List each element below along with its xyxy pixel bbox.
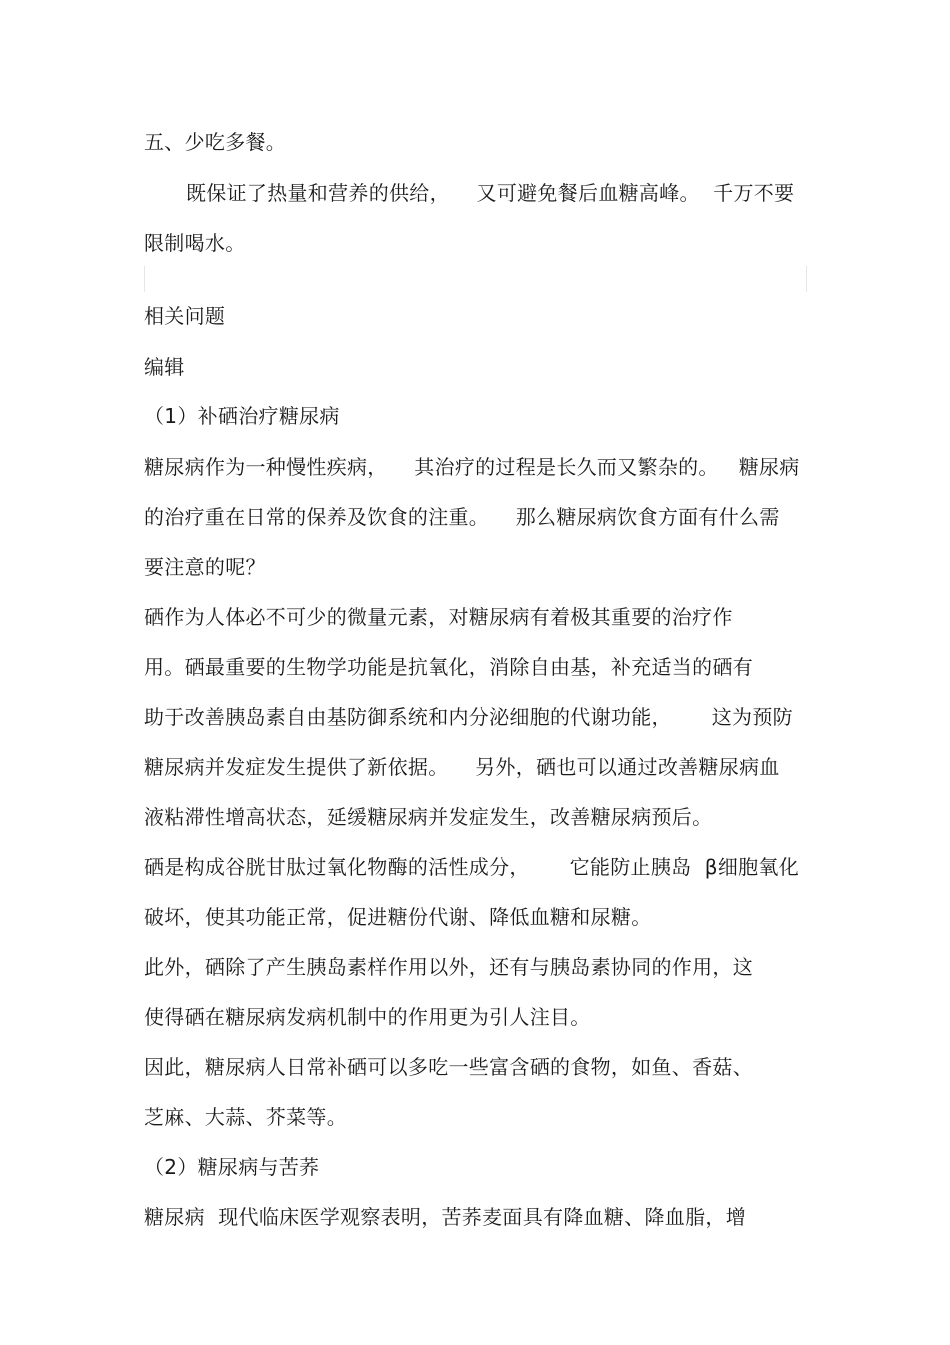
paragraph-line: 硒是构成谷胱甘肽过氧化物酶的活性成分， 它能防止胰岛 β细胞氧化	[144, 855, 800, 879]
subheading-buckwheat: （2）糖尿病与苦荞	[144, 1155, 320, 1179]
paragraph-line: 糖尿病 现代临床医学观察表明，苦荞麦面具有降血糖、降血脂，增	[144, 1205, 747, 1229]
paragraph-line: 破坏，使其功能正常，促进糖份代谢、降低血糖和尿糖。	[144, 905, 652, 929]
subheading-selenium: （1）补硒治疗糖尿病	[144, 404, 340, 428]
paragraph-line: 此外，硒除了产生胰岛素样作用以外，还有与胰岛素协同的作用，这	[144, 955, 753, 979]
paragraph-line: 因此，糖尿病人日常补硒可以多吃一些富含硒的食物，如鱼、香菇、	[144, 1055, 753, 1079]
paragraph-line: 既保证了热量和营养的供给， 又可避免餐后血糖高峰。 千万不要	[186, 181, 795, 205]
paragraph-line: 硒作为人体必不可少的微量元素，对糖尿病有着极其重要的治疗作	[144, 605, 733, 629]
paragraph-line: 使得硒在糖尿病发病机制中的作用更为引人注目。	[144, 1005, 591, 1029]
paragraph-line: 助于改善胰岛素自由基防御系统和内分泌细胞的代谢功能， 这为预防	[144, 705, 793, 729]
paragraph-line: 要注意的呢？	[144, 555, 266, 579]
paragraph-line: 限制喝水。	[144, 231, 246, 255]
divider	[806, 266, 807, 292]
paragraph-line: 糖尿病并发症发生提供了新依据。 另外，硒也可以通过改善糖尿病血	[144, 755, 780, 779]
paragraph-line: 用。硒最重要的生物学功能是抗氧化，消除自由基，补充适当的硒有	[144, 655, 753, 679]
paragraph-line: 糖尿病作为一种慢性疾病， 其治疗的过程是长久而又繁杂的。 糖尿病	[144, 455, 800, 479]
paragraph-line: 液粘滞性增高状态，延缓糖尿病并发症发生，改善糖尿病预后。	[144, 805, 713, 829]
paragraph-line: 的治疗重在日常的保养及饮食的注重。 那么糖尿病饮食方面有什么需	[144, 505, 780, 529]
edit-link[interactable]: 编辑	[144, 355, 185, 379]
divider	[144, 266, 145, 292]
section-heading-five: 五、少吃多餐。	[144, 130, 287, 154]
paragraph-line: 芝麻、大蒜、芥菜等。	[144, 1105, 347, 1129]
related-questions-heading: 相关问题	[144, 304, 226, 328]
